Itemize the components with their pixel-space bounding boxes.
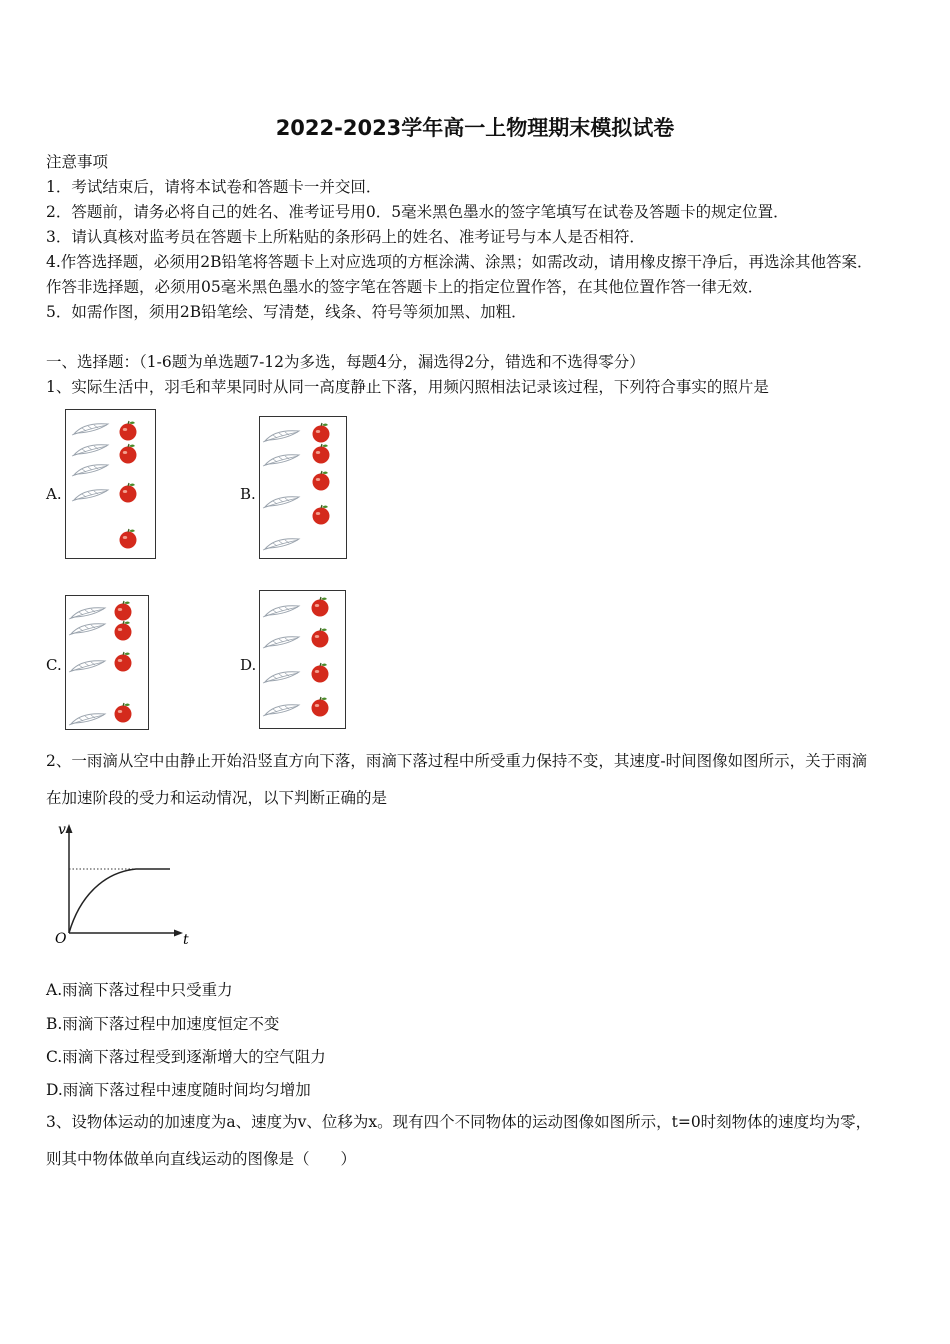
q2-option-d: D.雨滴下落过程中速度随时间均匀增加 <box>46 1081 311 1099</box>
apple-icon <box>120 529 137 549</box>
velocity-time-graph <box>50 820 200 950</box>
apple-icon <box>120 444 137 464</box>
notice-item: 2．答题前，请务必将自己的姓名、准考证号用0．5毫米黑色墨水的签字笔填写在试卷及答题卡的规定位置． <box>46 203 789 221</box>
feather-icon <box>263 637 299 648</box>
option-a-photo <box>65 409 156 559</box>
apple-icon <box>312 663 329 683</box>
notice-item: 1．考试结束后，请将本试卷和答题卡一并交回． <box>46 178 382 196</box>
notice-heading: 注意事项 <box>46 153 109 171</box>
section-heading: 一、选择题：（1-6题为单选题7-12为多选，每题4分，漏选得2分，错选和不选得零分） <box>46 353 645 371</box>
x-axis-label: t <box>183 932 189 948</box>
apple-icon <box>313 444 330 464</box>
feather-icon <box>263 431 299 442</box>
apple-icon <box>313 505 330 525</box>
apple-icon <box>120 483 137 503</box>
notice-item: 作答非选择题，必须用05毫米黑色墨水的签字笔在答题卡上的指定位置作答，在其他位置作答一律无效． <box>46 278 764 296</box>
option-b-label: B. <box>240 485 256 503</box>
option-d-label: D. <box>240 656 257 674</box>
apple-icon <box>312 697 329 717</box>
q2-option-a: A.雨滴下落过程中只受重力 <box>46 981 233 999</box>
apple-icon <box>313 423 330 443</box>
feather-icon <box>72 445 108 456</box>
feather-icon <box>263 705 299 716</box>
feather-icon <box>263 497 299 508</box>
apple-icon <box>115 703 132 723</box>
q2-option-c: C.雨滴下落过程受到逐渐增大的空气阻力 <box>46 1048 326 1066</box>
photo-d-drawing <box>260 591 345 728</box>
notice-item: 5．如需作图，须用2B铅笔绘、写清楚，线条、符号等须加黑、加粗． <box>46 303 527 321</box>
origin-label: O <box>55 931 67 947</box>
question-3-stem-line2: 则其中物体做单向直线运动的图像是（ ） <box>46 1150 357 1168</box>
question-2-stem-line2: 在加速阶段的受力和运动情况，以下判断正确的是 <box>46 789 388 807</box>
option-c-label: C. <box>46 656 62 674</box>
apple-icon <box>313 471 330 491</box>
photo-a-drawing <box>66 410 155 558</box>
feather-icon <box>72 465 108 476</box>
question-2-stem-line1: 2、一雨滴从空中由静止开始沿竖直方向下落，雨滴下落过程中所受重力保持不变，其速度-时间图像如图所示，关于雨滴 <box>46 752 868 770</box>
option-b-photo <box>259 416 347 559</box>
q2-option-b: B.雨滴下落过程中加速度恒定不变 <box>46 1015 280 1033</box>
feather-icon <box>72 490 108 501</box>
notice-item: 4.作答选择题，必须用2B铅笔将答题卡上对应选项的方框涂满、涂黑；如需改动，请用橡皮擦干净后，再选涂其他答案． <box>46 253 873 271</box>
question-3-stem-line1: 3、设物体运动的加速度为a、速度为v、位移为x。现有四个不同物体的运动图像如图所示，t=0时刻物体的速度均为零， <box>46 1113 872 1131</box>
feather-icon <box>72 424 108 435</box>
question-1-stem: 1、实际生活中，羽毛和苹果同时从同一高度静止下落，用频闪照相法记录该过程，下列符合事实的照片是 <box>46 378 769 396</box>
feather-icon <box>69 608 105 619</box>
option-a-label: A. <box>46 485 62 503</box>
velocity-curve <box>69 869 170 933</box>
photo-b-drawing <box>260 417 346 558</box>
feather-icon <box>263 455 299 466</box>
option-d-photo <box>259 590 346 729</box>
feather-icon <box>263 606 299 617</box>
feather-icon <box>69 661 105 672</box>
y-axis-arrow <box>66 824 73 833</box>
x-axis-arrow <box>174 930 183 937</box>
y-axis-label: v <box>58 822 66 838</box>
feather-icon <box>69 714 105 725</box>
apple-icon <box>120 421 137 441</box>
exam-title: 2022-2023学年高一上物理期末模拟试卷 <box>275 116 675 140</box>
feather-icon <box>69 624 105 635</box>
apple-icon <box>115 652 132 672</box>
apple-icon <box>115 621 132 641</box>
feather-icon <box>263 672 299 683</box>
apple-icon <box>312 597 329 617</box>
notice-item: 3．请认真核对监考员在答题卡上所粘贴的条形码上的姓名、准考证号与本人是否相符． <box>46 228 645 246</box>
option-c-photo <box>65 595 149 730</box>
feather-icon <box>263 539 299 550</box>
apple-icon <box>115 601 132 621</box>
photo-c-drawing <box>66 596 148 729</box>
apple-icon <box>312 628 329 648</box>
